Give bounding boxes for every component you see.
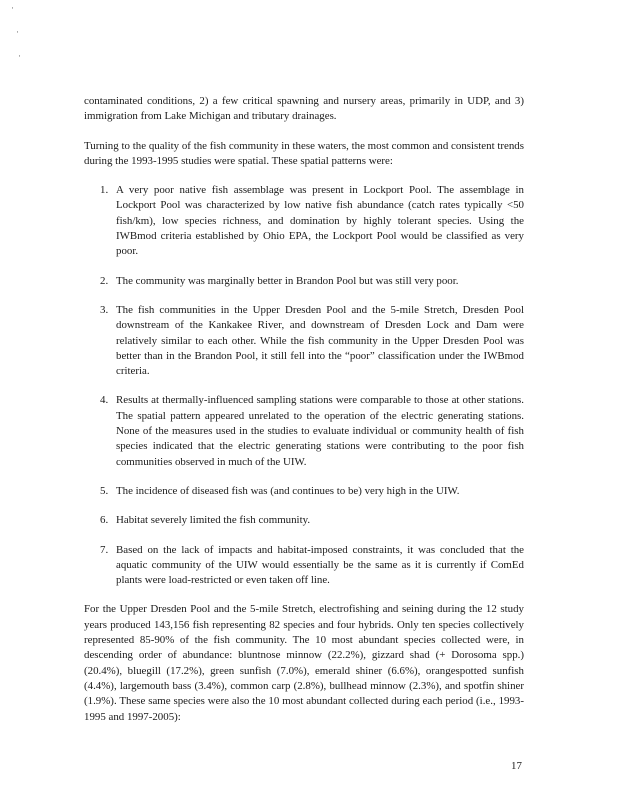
finding-text: Based on the lack of impacts and habitat-imposed constraints, it was concluded that the aquatic community of the UIW would essentially be the same as it is currently if ComEd plants were load-restricted or even taken off line.: [116, 543, 524, 587]
finding-item: [84, 274, 524, 289]
finding-number: 3.: [100, 303, 109, 316]
finding-item: [84, 513, 524, 528]
scan-speck: ·: [18, 51, 21, 61]
finding-number: 4.: [100, 394, 109, 407]
finding-text: Habitat severely limited the fish community.: [116, 514, 311, 527]
page-number: 17: [511, 760, 522, 772]
scan-speck: ·: [11, 3, 14, 13]
finding-item: [84, 393, 524, 469]
finding-number: 5.: [100, 484, 109, 497]
intro-paragraph: contaminated conditions, 2) a few critical spawning and nursery areas, primarily in UDP, and 3) immigration from Lake Michigan and tributary drainages.: [84, 95, 524, 123]
finding-number: 6.: [100, 514, 109, 527]
scan-speck: ·: [16, 27, 19, 37]
document-page: [84, 94, 524, 739]
finding-text: The incidence of diseased fish was (and continues to be) very high in the UIW.: [116, 484, 460, 497]
finding-item: [84, 183, 524, 259]
finding-text: The community was marginally better in Brandon Pool but was still very poor.: [116, 274, 459, 287]
finding-number: 7.: [100, 543, 109, 556]
finding-item: [84, 303, 524, 379]
closing-paragraph: For the Upper Dresden Pool and the 5-mile Stretch, electrofishing and seining during the 12 study years produced 143,156 fish representing 82 species and four hybrids. Only ten species collectively represented 85-90% of the fish community. The 10 most abundant species collected were, in descending order of abundance: bluntnose minnow (22.2%), gizzard shad (+ Dorosoma spp.) (20.4%), bluegill (17.2%), green sunfish (7.0%), emerald shiner (6.6%), orangespotted sunfish (4.4%), largemouth bass (3.4%), common carp (2.8%), bullhead minnow (2.3%), and spotfin shiner (1.9%). These same species were also the 10 most abundant collected during each period (i.e., 1993-1995 and 1997-2005):: [84, 603, 524, 723]
finding-number: 1.: [100, 184, 109, 197]
finding-item: [84, 484, 524, 499]
findings-list: [84, 183, 524, 588]
finding-item: [84, 543, 524, 589]
finding-number: 2.: [100, 274, 109, 287]
transition-paragraph: Turning to the quality of the fish community in these waters, the most common and consistent trends during the 1993-1995 studies were spatial. These spatial patterns were:: [84, 139, 524, 167]
finding-text: The fish communities in the Upper Dresden Pool and the 5-mile Stretch, Dresden Pool downstream of the Kankakee River, and downstream of Dresden Lock and Dam were relatively similar to each other. While the fish community in the Upper Dresden Pool was better than in the Brandon Pool, it still fell into the “poor” classification under the IWBmod criteria.: [116, 303, 524, 378]
finding-text: Results at thermally-influenced sampling stations were comparable to those at other stations. The spatial pattern appeared unrelated to the operation of the electric generating stations. None of the measures used in the studies to evaluate individual or community health of fish species indicated that the electric generating stations were contributing to the poor fish communities observed in much of the UIW.: [116, 394, 524, 468]
finding-text: A very poor native fish assemblage was present in Lockport Pool. The assemblage in Lockport Pool was characterized by low native fish abundance (catch rates typically <50 fish/km), low species richness, and domination by highly tolerant species. Using the IWBmod criteria established by Ohio EPA, the Lockport Pool would be classified as very poor.: [116, 184, 524, 258]
